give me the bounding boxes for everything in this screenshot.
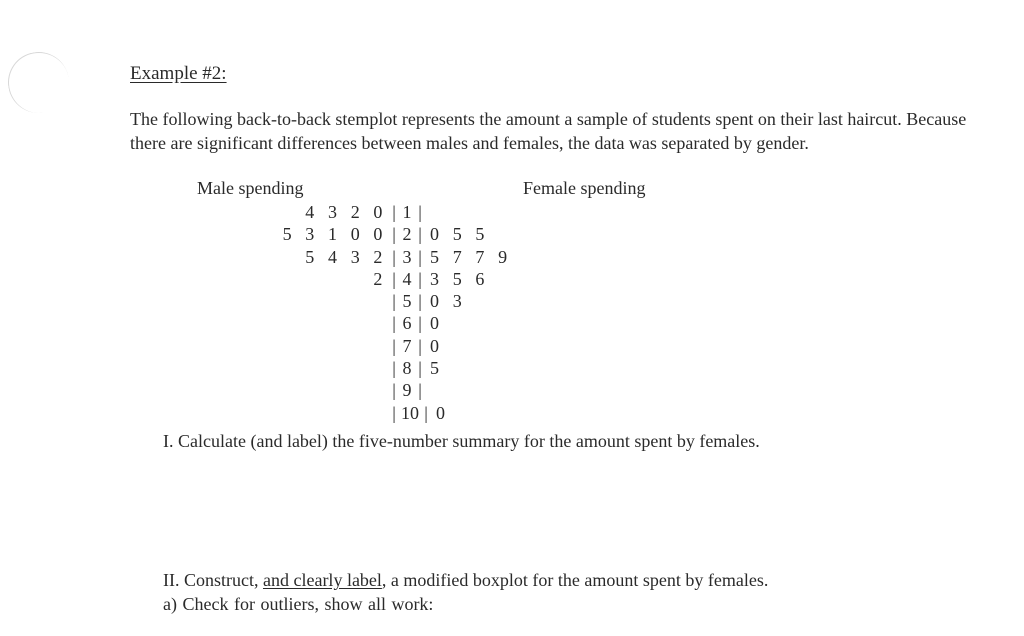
female-leaves: 5 7 7 9 (430, 246, 512, 267)
stem-divider: | (418, 291, 422, 312)
stem-value: 2 (402, 224, 412, 245)
stem-value: 5 (402, 291, 412, 312)
stem-value: 8 (402, 358, 412, 379)
female-leaves: 0 5 5 (430, 224, 489, 245)
stem-divider: | (418, 268, 422, 289)
male-spending-label: Male spending (197, 178, 304, 198)
stem-divider: | (418, 246, 422, 267)
female-spending-label: Female spending (523, 178, 646, 198)
female-leaves: 0 (436, 402, 450, 423)
stem-divider: | (392, 291, 396, 312)
stem-divider: | (418, 358, 422, 379)
question-two-part-a: a) Check for outliers, show all work: (163, 594, 434, 614)
stem-divider: | (418, 202, 422, 222)
stemplot-row (240, 201, 512, 223)
question-two (163, 570, 768, 591)
question-two-prefix: II. Construct, (163, 570, 263, 590)
stem-divider: | (418, 380, 422, 401)
stem-divider: | (392, 380, 396, 401)
margin-arc-mark (3, 47, 74, 118)
stemplot-row (240, 290, 512, 312)
stem-divider: | (418, 313, 422, 334)
stem-value: 9 (402, 380, 412, 401)
stem-value: 1 (402, 202, 412, 222)
stem-divider: | (392, 313, 396, 334)
stem-divider: | (424, 402, 428, 423)
male-leaves: 5 3 1 0 0 (282, 224, 387, 245)
stem-value: 10 (401, 402, 419, 423)
intro-paragraph: The following back-to-back stemplot represents the amount a sample of students spent on their last haircut. Because there are significant differences between males and females, the data was separated by gender. (130, 109, 967, 153)
female-leaves: 0 3 (430, 291, 467, 312)
stem-divider: | (418, 224, 422, 245)
stemplot-row (240, 223, 512, 245)
stem-divider: | (392, 358, 396, 379)
question-two-emphasis: and clearly label (262, 570, 382, 590)
stem-value: 3 (402, 246, 412, 267)
stem-divider: | (392, 335, 396, 356)
question-one: I. Calculate (and label) the five-number summary for the amount spent by females. (163, 431, 760, 451)
question-two-suffix: , a modified boxplot for the amount spent by females. (381, 570, 769, 590)
female-leaves: 0 (430, 335, 444, 356)
female-leaves: 3 5 6 (430, 268, 489, 289)
stem-divider: | (392, 268, 396, 289)
stem-value: 7 (402, 335, 412, 356)
stemplot-row (240, 357, 512, 379)
stem-divider: | (392, 246, 396, 267)
stem-divider: | (418, 335, 422, 356)
female-leaves: 0 (430, 313, 444, 334)
stemplot-row (240, 268, 512, 290)
stemplot-row (240, 312, 512, 334)
stemplot-row (240, 246, 512, 268)
stemplot-row (240, 335, 512, 357)
back-to-back-stemplot (240, 201, 512, 424)
stem-divider: | (392, 224, 396, 245)
stemplot-row (240, 379, 512, 401)
male-leaves: 5 4 3 2 (305, 246, 387, 267)
stem-value: 6 (402, 313, 412, 334)
stemplot-row (240, 402, 512, 424)
stem-value: 4 (402, 268, 412, 289)
female-leaves: 5 (430, 358, 444, 379)
male-leaves: 4 3 2 0 (305, 202, 387, 222)
example-heading: Example #2: (130, 63, 227, 84)
stem-divider: | (392, 202, 396, 222)
male-leaves: 2 (373, 268, 387, 289)
stem-divider: | (392, 402, 396, 423)
